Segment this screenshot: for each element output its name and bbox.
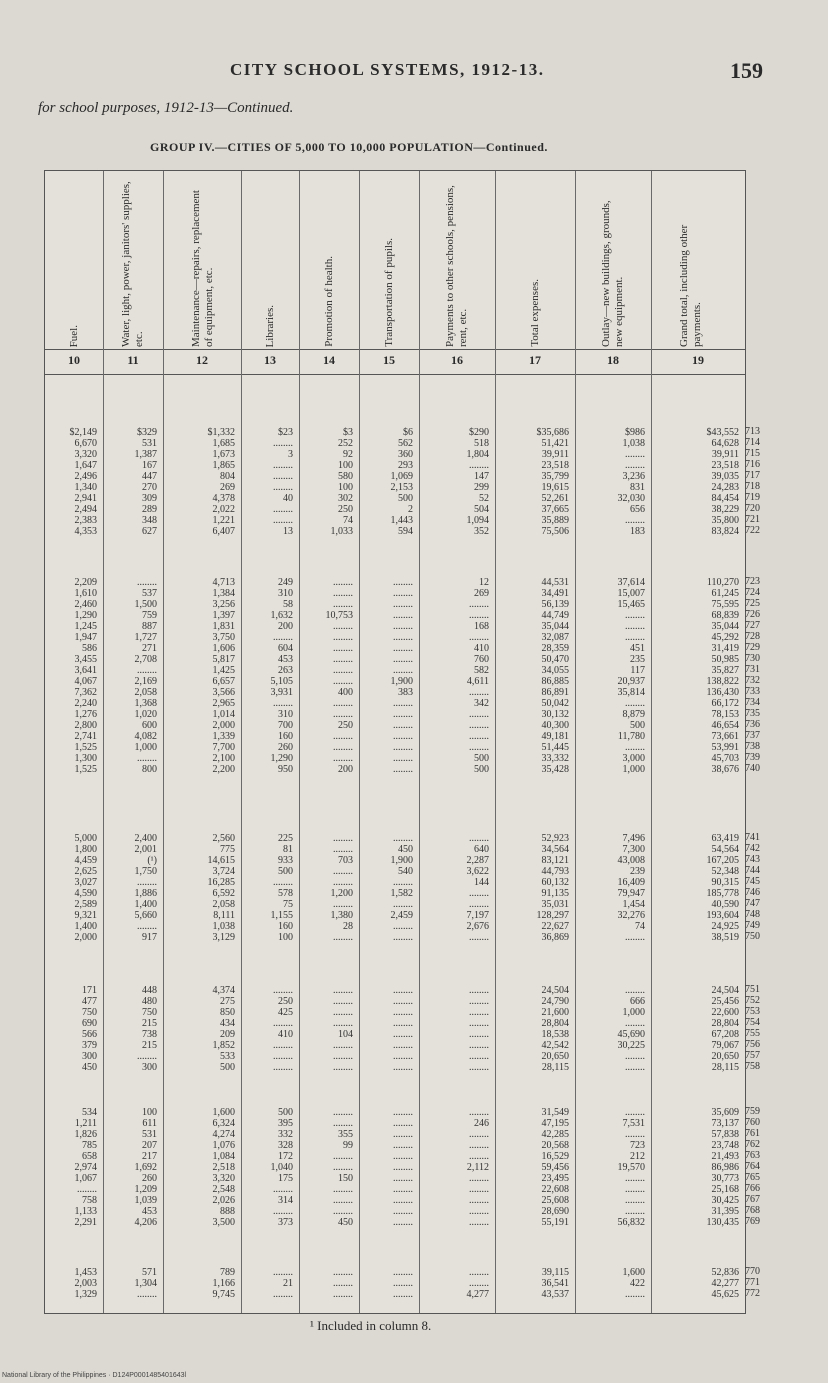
column-number-divider [45,374,745,375]
column-number: 11 [127,353,139,367]
cell-water-light: 2,400 2,001 (¹) 1,750 ........ 1,886 1,400 5,660 ........ 917 [134,833,157,943]
column-number: 18 [607,353,619,367]
column-number: 13 [264,353,276,367]
cell-outlay: ........ 7,531 ........ 723 212 19,570 ........ ........ ........ ........ 56,832 [617,1107,645,1228]
cell-maintenance: 789 1,166 9,745 [212,1267,235,1300]
cell-health: $3 252 92 100 580 100 302 250 74 1,033 [330,427,353,537]
column-header-promotion-of-health: Promotion of health. [322,256,335,347]
running-title: CITY SCHOOL SYSTEMS, 1912-13. [230,60,545,79]
row-numbers: 723 724 725 726 727 728 729 730 731 732 733 734 735 736 737 738 739 740 [745,576,760,774]
cell-fuel: 1,453 2,003 1,329 [74,1267,97,1300]
footer-credit: National Library of the Philippines · D124P0001485401643l [2,1372,187,1379]
cell-health: ........ ........ 703 ........ ........ 1,200 ........ 1,380 28 ........ [330,833,353,943]
cell-payments: 12 269 ........ ........ 168 ........ 410 760 582 4,611 ........ 342 ........ ........ ........ ........ 500 500 [466,577,489,775]
cell-payments: ........ 246 ........ ........ ........ 2,112 ........ ........ ........ ........ ........ [466,1107,489,1228]
cell-transportation: ........ ........ ........ [393,1267,413,1300]
cell-total-expenses: $35,686 51,421 39,911 23,518 35,799 19,615 52,261 37,665 35,889 75,506 [536,427,569,537]
cell-water-light: $329 531 1,387 167 447 270 309 289 348 627 [134,427,157,537]
column-number: 10 [68,353,80,367]
column-number: 19 [692,353,704,367]
row-numbers: 751 752 753 754 755 756 757 758 [745,984,760,1072]
cell-maintenance: 2,560 775 14,615 3,724 16,285 6,592 2,058 8,111 1,038 3,129 [207,833,235,943]
cell-transportation: ........ ........ ........ ........ ........ ........ ........ ........ [393,985,413,1073]
column-header-maintenance: Maintenance—repairs, replacement of equipment, etc. [190,190,215,347]
cell-libraries: 249 310 58 1,632 200 ........ 604 453 263 5,105 3,931 ........ 310 700 160 260 1,290 950 [270,577,293,775]
column-number: 17 [529,353,541,367]
cell-transportation: ........ 450 1,900 540 ........ 1,582 ........ 2,459 ........ ........ [390,833,413,943]
column-header-libraries: Libraries. [263,304,276,347]
group-heading: GROUP IV.—CITIES OF 5,000 TO 10,000 POPULATION—Continued. [150,140,548,154]
column-header-grand-total: Grand total, including other payments. [678,224,703,347]
cell-total-expenses: 24,504 24,790 21,600 28,804 18,538 42,542 20,650 28,115 [541,985,569,1073]
cell-fuel: $2,149 6,670 3,320 1,647 2,496 1,340 2,941 2,494 2,383 4,353 [69,427,97,537]
statistics-table [44,170,746,1314]
cell-libraries: ........ 21 ........ [273,1267,293,1300]
row-numbers: 713 714 715 716 717 718 719 720 721 722 [745,426,760,536]
cell-fuel: 5,000 1,800 4,459 2,625 3,027 4,590 2,589 9,321 1,400 2,000 [74,833,97,943]
cell-transportation: ........ ........ ........ ........ ........ ........ ........ ........ ........ 1,900 383 ........ ........ ........ ........ ........ ........ ........ [390,577,413,775]
cell-transportation: $6 562 360 293 1,069 2,153 500 2 1,443 594 [390,427,413,537]
cell-payments: ........ ........ 4,277 [466,1267,489,1300]
cell-water-light: 448 480 750 215 738 215 ........ 300 [137,985,157,1073]
cell-total-expenses: 52,923 34,564 83,121 44,793 60,132 91,135 35,031 128,297 22,627 36,869 [536,833,569,943]
footnote: ¹ Included in column 8. [310,1318,432,1333]
column-number: 15 [383,353,395,367]
cell-fuel: 2,209 1,610 2,460 1,290 1,245 1,947 586 3,455 3,641 4,067 7,362 2,240 1,276 2,800 2,741 1,525 1,300 1,525 [74,577,97,775]
page-number: 159 [730,58,763,83]
column-header-fuel: Fuel. [67,324,80,347]
page-header [0,52,828,92]
column-header-payments-to-other-schools: Payments to other schools, pensions, rent, etc. [444,185,469,347]
row-numbers: 759 760 761 762 763 764 765 766 767 768 769 [745,1106,760,1227]
cell-fuel: 171 477 750 690 566 379 300 450 [82,985,97,1073]
row-numbers: 741 742 743 744 745 746 747 748 749 750 [745,832,760,942]
cell-outlay: 1,600 422 ........ [622,1267,645,1300]
cell-grand-total: 63,419 54,564 167,205 52,348 90,315 185,778 40,590 193,604 24,925 38,519 [706,833,739,943]
column-header-outlay: Outlay—new buildings, grounds, new equipment. [600,200,625,347]
cell-health: ........ ........ ........ [333,1267,353,1300]
cell-transportation: ........ ........ ........ ........ ........ ........ ........ ........ ........ ........ ........ [393,1107,413,1228]
cell-libraries: 225 81 933 500 ........ 578 75 1,155 160 100 [270,833,293,943]
column-number: 14 [323,353,335,367]
cell-grand-total: 35,609 73,137 57,838 23,748 21,493 86,986 30,773 25,168 30,425 31,395 130,435 [706,1107,739,1228]
column-header-transportation: Transportation of pupils. [382,238,395,347]
cell-libraries: ........ 250 425 ........ 410 ........ ........ ........ [273,985,293,1073]
cell-total-expenses: 31,549 47,195 42,285 20,568 16,529 59,456 23,495 22,608 25,608 28,690 55,191 [541,1107,569,1228]
cell-health: ........ ........ 355 99 ........ ........ 150 ........ ........ ........ 450 [333,1107,353,1228]
column-number: 12 [196,353,208,367]
cell-payments: ........ 640 2,287 3,622 144 ........ ........ 7,197 2,676 ........ [466,833,489,943]
cell-total-expenses: 44,531 34,491 56,139 44,749 35,044 32,087 28,359 50,470 34,055 86,885 86,891 50,042 30,132 40,300 49,181 51,445 33,332 35,428 [541,577,569,775]
cell-libraries: $23 ........ 3 ........ ........ ........ 40 ........ ........ 13 [273,427,293,537]
cell-total-expenses: 39,115 36,541 43,537 [541,1267,569,1300]
cell-outlay: 37,614 15,007 15,465 ........ ........ ........ 451 235 117 20,937 35,814 ........ 8,879 500 11,780 ........ 3,000 1,000 [617,577,645,775]
cell-maintenance: 4,713 1,384 3,256 1,397 1,831 3,750 1,606 5,817 1,425 6,657 3,566 2,965 1,014 2,000 1,339 7,700 2,100 2,200 [212,577,235,775]
cell-health: ........ ........ ........ 10,753 ........ ........ ........ ........ ........ ........ 400 ........ ........ 250 ........ ........ ........ 200 [325,577,353,775]
cell-maintenance: 1,600 6,324 4,274 1,076 1,084 2,518 3,320 2,548 2,026 888 3,500 [212,1107,235,1228]
cell-payments: $290 518 1,804 ........ 147 299 52 504 1,094 352 [466,427,489,537]
header-divider [45,349,745,350]
cell-maintenance: $1,332 1,685 1,673 1,865 804 269 4,378 2,022 1,221 6,407 [207,427,235,537]
cell-fuel: 534 1,211 1,826 785 658 2,974 1,067 ........ 758 1,133 2,291 [74,1107,97,1228]
cell-payments: ........ ........ ........ ........ ........ ........ ........ ........ [469,985,489,1073]
cell-water-light: ........ 537 1,500 759 887 1,727 271 2,708 ........ 2,169 2,058 1,368 1,020 600 4,082 1,000 ........ 800 [134,577,157,775]
cell-outlay: ........ 666 1,000 ........ 45,690 30,225 ........ ........ [617,985,645,1073]
cell-grand-total: 110,270 61,245 75,595 68,839 35,044 45,292 31,419 50,985 35,827 138,822 136,430 66,172 78,153 46,654 73,661 53,991 45,703 38,676 [706,577,739,775]
cell-water-light: 100 611 531 207 217 1,692 260 1,209 1,039 453 4,206 [134,1107,157,1228]
cell-maintenance: 4,374 275 850 434 209 1,852 533 500 [212,985,235,1073]
cell-outlay: 7,496 7,300 43,008 239 16,409 79,947 1,454 32,276 74 ........ [617,833,645,943]
cell-grand-total: $43,552 64,628 39,911 23,518 39,035 24,283 84,454 38,229 35,800 83,824 [706,427,739,537]
cell-libraries: 500 395 332 328 172 1,040 175 ........ 314 ........ 373 [270,1107,293,1228]
row-numbers: 770 771 772 [745,1266,760,1299]
cell-water-light: 571 1,304 ........ [134,1267,157,1300]
column-header-water-light-power: Water, light, power, janitors' supplies, etc. [120,181,145,347]
cell-outlay: $986 1,038 ........ ........ 3,236 831 32,030 656 ........ 183 [617,427,645,537]
cell-grand-total: 24,504 25,456 22,600 28,804 67,208 79,067 20,650 28,115 [711,985,739,1073]
column-header-total-expenses: Total expenses. [528,279,541,347]
column-number: 16 [451,353,463,367]
cell-health: ........ ........ ........ ........ 104 ........ ........ ........ [333,985,353,1073]
cell-grand-total: 52,836 42,277 45,625 [711,1267,739,1300]
table-caption: for school purposes, 1912-13—Continued. [38,100,294,116]
